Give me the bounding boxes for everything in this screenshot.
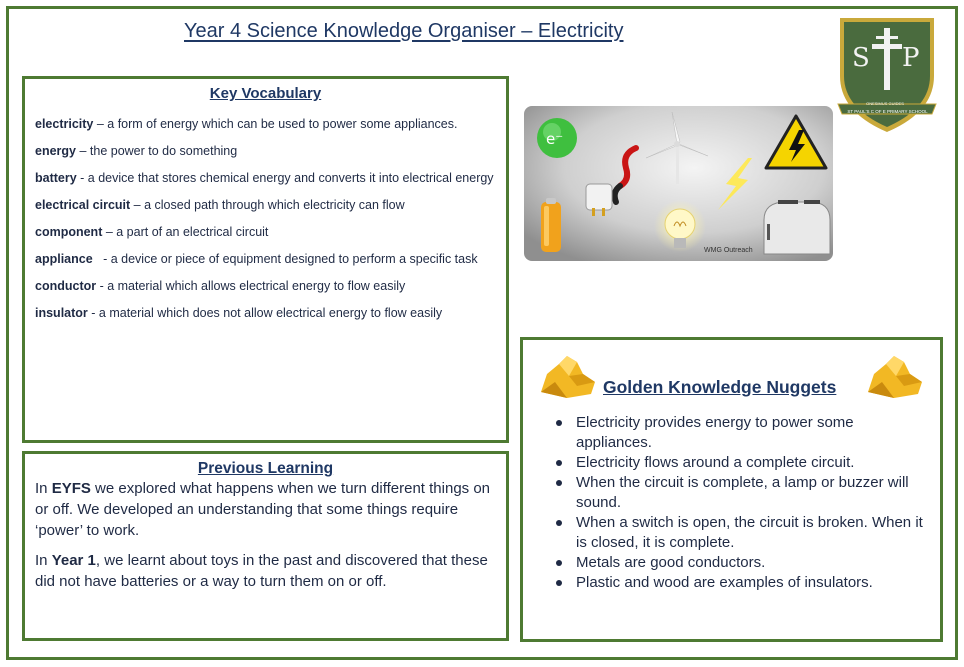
toaster-icon (764, 200, 830, 254)
vocab-term: appliance (35, 252, 93, 266)
nugget-item: Electricity flows around a complete circuit. (553, 453, 928, 473)
previous-learning-panel (22, 451, 509, 641)
vocab-item (35, 143, 495, 160)
vocab-definition: - a device or piece of equipment designed to perform a specific task (92, 252, 478, 266)
paragraph-text: , we learnt about toys in the past and discovered that these did not have batteries or a way to turn them on or off. (35, 552, 488, 590)
vocab-item (35, 224, 495, 241)
nugget-item: Plastic and wood are examples of insulators. (553, 573, 928, 593)
golden-knowledge-nuggets-panel (520, 337, 943, 642)
image-credit: WMG Outreach (704, 247, 753, 254)
paragraph-text: In (35, 552, 52, 569)
electricity-illustration (524, 106, 833, 261)
paragraph-text: In (35, 480, 52, 497)
light-bulb-icon (654, 200, 706, 252)
vocab-item (35, 116, 495, 133)
previous-learning-paragraph (35, 550, 496, 592)
vocab-definition: – the power to do something (76, 144, 238, 158)
vocab-term: electrical circuit (35, 198, 131, 212)
paragraph-text: we explored what happens when we turn different things on or off. We developed an understanding that some things require ‘power’ to work. (35, 480, 491, 539)
vocab-definition: – a closed path through which electricity can flow (130, 198, 405, 212)
vocab-item (35, 251, 495, 268)
battery-icon (541, 198, 561, 252)
nugget-item: Electricity provides energy to power some appliances. (553, 413, 928, 453)
nugget-item: When a switch is open, the circuit is broken. When it is closed, it is complete. (553, 513, 928, 553)
vocab-definition: - a material which does not allow electrical energy to flow easily (87, 306, 443, 320)
vocab-item (35, 278, 495, 295)
paragraph-bold: EYFS (51, 480, 91, 497)
vocab-item (35, 197, 495, 214)
gold-nugget-icon (864, 352, 926, 400)
vocab-term: insulator (35, 306, 88, 320)
vocab-term: electricity (35, 117, 94, 131)
vocab-definition: – a part of an electrical circuit (102, 225, 269, 239)
vocab-definition: - a material which allows electrical energy to flow easily (96, 279, 406, 293)
vocab-term: battery (35, 171, 77, 185)
nuggets-list (553, 413, 928, 593)
vocab-term: energy (35, 144, 76, 158)
vocab-term: conductor (35, 279, 97, 293)
nugget-item: Metals are good conductors. (553, 553, 928, 573)
previous-learning-heading: Previous Learning (197, 460, 334, 477)
crest-banner-text: ST PAUL'S C OF E PRIMARY SCHOOL (847, 109, 928, 114)
vocabulary-list (35, 116, 495, 322)
nugget-item: When the circuit is complete, a lamp or buzzer will sound. (553, 473, 928, 513)
golden-knowledge-nuggets-heading: Golden Knowledge Nuggets (603, 377, 837, 397)
key-vocabulary-heading: Key Vocabulary (209, 85, 322, 102)
vocab-item (35, 170, 495, 187)
vocab-item (35, 305, 495, 322)
school-crest-logo (836, 14, 938, 134)
paragraph-bold: Year 1 (51, 552, 96, 569)
electron-icon (537, 118, 577, 158)
vocab-term: component (35, 225, 103, 239)
previous-learning-paragraph (35, 478, 496, 541)
vocab-definition: - a device that stores chemical energy and converts it into electrical energy (76, 171, 494, 185)
crest-letter-s: S (852, 43, 870, 73)
vocab-definition: – a form of energy which can be used to power some appliances. (93, 117, 458, 131)
page-title: Year 4 Science Knowledge Organiser – Electricity (184, 20, 624, 42)
crest-motto: ONESIMUS GUIDES (866, 101, 904, 106)
key-vocabulary-panel (22, 76, 509, 443)
electron-label: e⁻ (546, 130, 564, 148)
crest-letter-p: P (902, 43, 920, 73)
gold-nugget-icon (537, 352, 599, 400)
